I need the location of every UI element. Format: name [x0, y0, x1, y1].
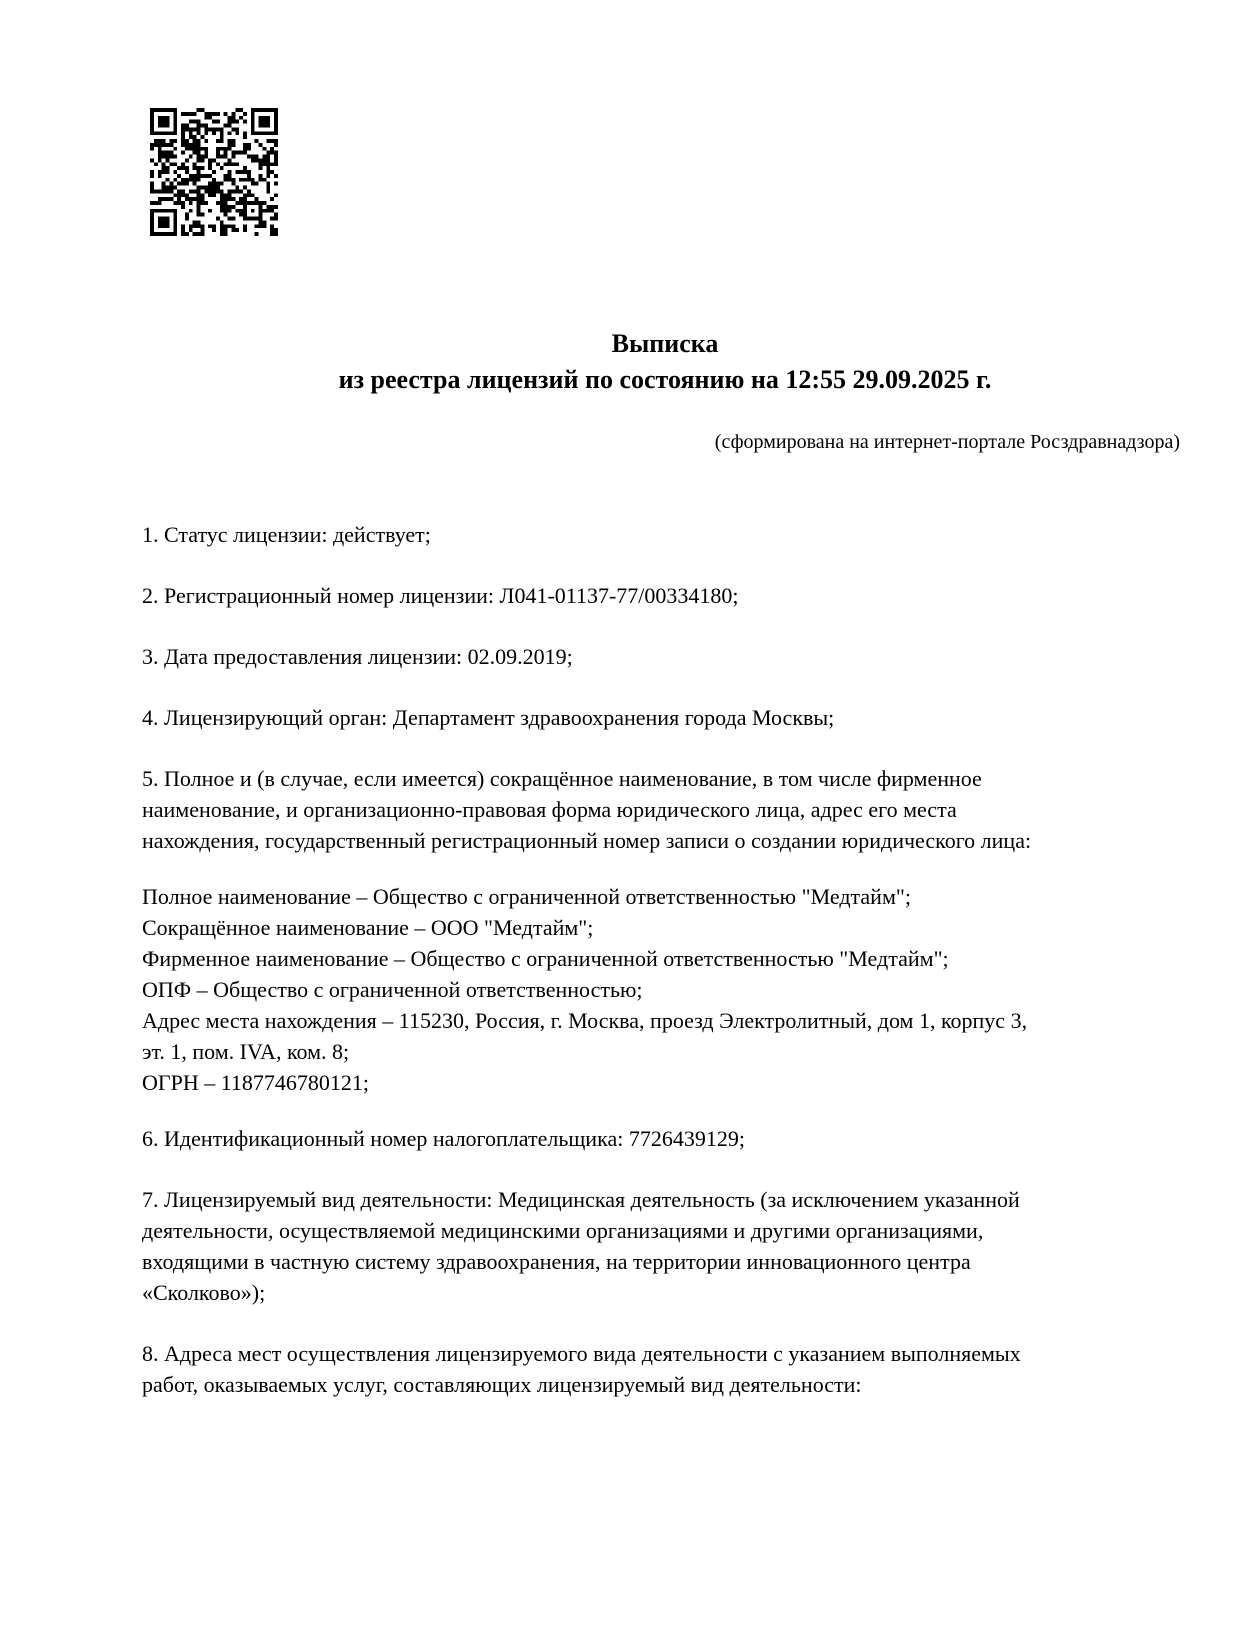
- detail-brand-name: Фирменное наименование – Общество с ограниченной ответственностью "Медтайм";: [142, 946, 949, 971]
- item-1-license-status: [142, 519, 1202, 550]
- item-4-licensing-authority: [142, 702, 1202, 733]
- text-line: 2. Регистрационный номер лицензии: Л041-01137-77/00334180;: [142, 583, 739, 608]
- text-line: 4. Лицензирующий орган: Департамент здравоохранения города Москвы;: [142, 705, 835, 730]
- detail-address-line-1: Адрес места нахождения – 115230, Россия, г. Москва, проезд Электролитный, дом 1, корпус 3,: [142, 1008, 1028, 1033]
- text-line: наименование, и организационно-правовая форма юридического лица, адрес его места: [142, 797, 957, 822]
- text-line: нахождения, государственный регистрационный номер записи о создании юридического лица:: [142, 828, 1032, 853]
- text-line: 1. Статус лицензии: действует;: [142, 522, 431, 547]
- detail-ogrn: ОГРН – 1187746780121;: [142, 1070, 370, 1095]
- text-line: входящими в частную систему здравоохранения, на территории инновационного центра: [142, 1249, 971, 1274]
- detail-full-name: Полное наименование – Общество с ограниченной ответственностью "Медтайм";: [142, 884, 911, 909]
- text-line: 7. Лицензируемый вид деятельности: Медицинская деятельность (за исключением указанной: [142, 1187, 1020, 1212]
- text-line: работ, оказываемых услуг, составляющих лицензируемый вид деятельности:: [142, 1372, 862, 1397]
- item-2-registration-number: [142, 580, 1202, 611]
- text-line: деятельности, осуществляемой медицинскими организациями и другими организациями,: [142, 1218, 984, 1243]
- qr-code-image: [150, 108, 278, 236]
- item-5-names-heading: [142, 763, 1202, 856]
- item-7-licensed-activity: [142, 1184, 1202, 1308]
- text-line: «Сколково»);: [142, 1280, 266, 1305]
- text-line: 3. Дата предоставления лицензии: 02.09.2019;: [142, 644, 573, 669]
- title-line-2: из реестра лицензий по состоянию на 12:55 29.09.2025 г.: [338, 365, 992, 394]
- qr-code: [150, 108, 278, 236]
- text-line: 8. Адреса мест осуществления лицензируемого вида деятельности с указанием выполняемых: [142, 1341, 1021, 1366]
- organization-details: [142, 881, 1202, 1098]
- item-6-taxpayer-number: [142, 1123, 1202, 1154]
- detail-address-line-2: эт. 1, пом. IVA, ком. 8;: [142, 1039, 350, 1064]
- text-line: 5. Полное и (в случае, если имеется) сокращённое наименование, в том числе фирменное: [142, 766, 982, 791]
- formation-note: (сформирована на интернет-портале Росздравнадзора): [714, 431, 1180, 453]
- item-3-grant-date: [142, 641, 1202, 672]
- title-line-1: Выписка: [611, 329, 719, 358]
- detail-short-name: Сокращённое наименование – ООО "Медтайм";: [142, 915, 594, 940]
- detail-legal-form: ОПФ – Общество с ограниченной ответственностью;: [142, 977, 643, 1002]
- document-body: [142, 519, 1202, 1430]
- text-line: 6. Идентификационный номер налогоплательщика: 7726439129;: [142, 1126, 745, 1151]
- document-title: [140, 326, 1190, 398]
- item-8-addresses-heading: [142, 1338, 1202, 1400]
